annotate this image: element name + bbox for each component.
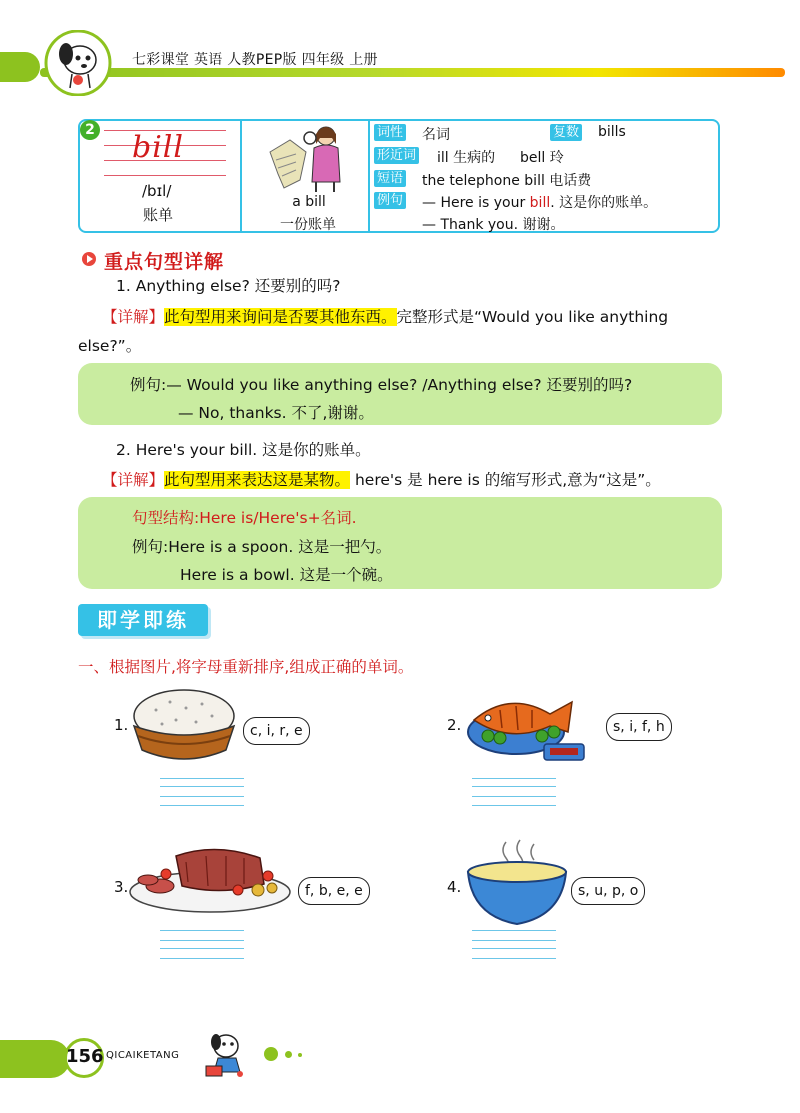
header-tab	[0, 52, 40, 82]
plural-form: bills	[598, 124, 626, 140]
soup-bowl-icon	[462, 836, 572, 930]
tag-similar-words: 形近词	[374, 147, 419, 164]
vocab-word: bill	[132, 130, 184, 165]
vocab-phonetic: /bɪl/	[142, 182, 172, 200]
answer-line[interactable]	[160, 796, 244, 797]
question-number: 4.	[447, 878, 462, 896]
answer-line[interactable]	[472, 778, 556, 779]
answer-line[interactable]	[472, 805, 556, 806]
answer-line[interactable]	[160, 940, 244, 941]
decor-dot	[264, 1047, 278, 1061]
example-box-1-line2: — No, thanks. 不了,谢谢。	[178, 404, 374, 422]
decor-dot	[285, 1051, 292, 1058]
answer-line[interactable]	[472, 786, 556, 787]
pattern-1-detail-cont: else?”。	[78, 337, 142, 355]
section-title: 重点句型详解	[104, 251, 225, 273]
tag-phrase: 短语	[374, 170, 406, 187]
decor-dot	[298, 1053, 302, 1057]
example-box-2-line1: 例句:Here is a spoon. 这是一把勺。	[132, 538, 392, 556]
letter-hint-oval: s, u, p, o	[571, 877, 645, 905]
woman-holding-bill-icon	[266, 122, 350, 194]
pattern-1-line: 1. Anything else? 还要别的吗?	[116, 277, 341, 295]
answer-line[interactable]	[160, 958, 244, 959]
answer-line[interactable]	[160, 805, 244, 806]
answer-line[interactable]	[472, 940, 556, 941]
page-number: 156	[66, 1046, 104, 1067]
pattern-1-detail: 【详解】此句型用来询问是否要其他东西。完整形式是“Would you like anything	[102, 308, 669, 326]
header-title: 七彩课堂 英语 人教PEP版 四年级 上册	[132, 52, 378, 68]
answer-line[interactable]	[472, 958, 556, 959]
pattern-2-line: 2. Here's your bill. 这是你的账单。	[116, 441, 371, 459]
similar-word-1: ill 生病的	[437, 150, 496, 166]
tag-plural: 复数	[550, 124, 582, 141]
answer-line[interactable]	[160, 948, 244, 949]
practice-instruction: 一、根据图片,将字母重新排序,组成正确的单词。	[78, 658, 414, 676]
example-box-2-structure: 句型结构:Here is/Here's+名词.	[132, 509, 357, 527]
footer-tab	[0, 1040, 70, 1078]
dog-reading-icon	[196, 1030, 252, 1080]
beef-plate-icon	[126, 840, 294, 916]
vocab-meaning: 账单	[143, 206, 174, 224]
example-box-1-line1: 例句:— Would you like anything else? /Anything else? 还要别的吗?	[130, 376, 633, 394]
play-bullet-icon	[82, 252, 96, 266]
card-divider	[368, 119, 370, 233]
vocab-number-badge: 2	[80, 120, 100, 140]
example-sentence-2: — Thank you. 谢谢。	[422, 217, 565, 233]
example-box-2-line2: Here is a bowl. 这是一个碗。	[180, 566, 393, 584]
brand-text: QICAIKETANG	[106, 1050, 180, 1061]
part-of-speech: 名词	[422, 127, 450, 143]
pattern-2-detail: 【详解】此句型用来表达这是某物。 here's 是 here is 的缩写形式,意为“这是”。	[102, 471, 661, 489]
answer-line[interactable]	[160, 778, 244, 779]
question-number: 1.	[114, 716, 129, 734]
phrase: the telephone bill 电话费	[422, 173, 592, 189]
fish-plate-icon	[460, 680, 596, 770]
example-sentence-1: — Here is your bill. 这是你的账单。	[422, 195, 658, 211]
question-number: 2.	[447, 716, 462, 734]
tag-example: 例句	[374, 192, 406, 209]
question-number: 3.	[114, 878, 129, 896]
tag-part-of-speech: 词性	[374, 124, 406, 141]
handwriting-rule	[104, 175, 226, 176]
practice-tab: 即学即练	[78, 604, 208, 636]
header-gradient-bar	[40, 68, 785, 77]
answer-line[interactable]	[472, 930, 556, 931]
answer-line[interactable]	[160, 786, 244, 787]
dog-mascot-icon	[44, 30, 112, 96]
answer-line[interactable]	[472, 796, 556, 797]
picture-caption-cn: 一份账单	[280, 217, 336, 233]
rice-bowl-icon	[126, 684, 242, 768]
picture-caption-en: a bill	[292, 194, 326, 210]
similar-word-2: bell 玲	[520, 150, 564, 166]
card-divider	[240, 119, 242, 233]
letter-hint-oval: c, i, r, e	[243, 717, 310, 745]
letter-hint-oval: s, i, f, h	[606, 713, 672, 741]
letter-hint-oval: f, b, e, e	[298, 877, 370, 905]
answer-line[interactable]	[472, 948, 556, 949]
answer-line[interactable]	[160, 930, 244, 931]
